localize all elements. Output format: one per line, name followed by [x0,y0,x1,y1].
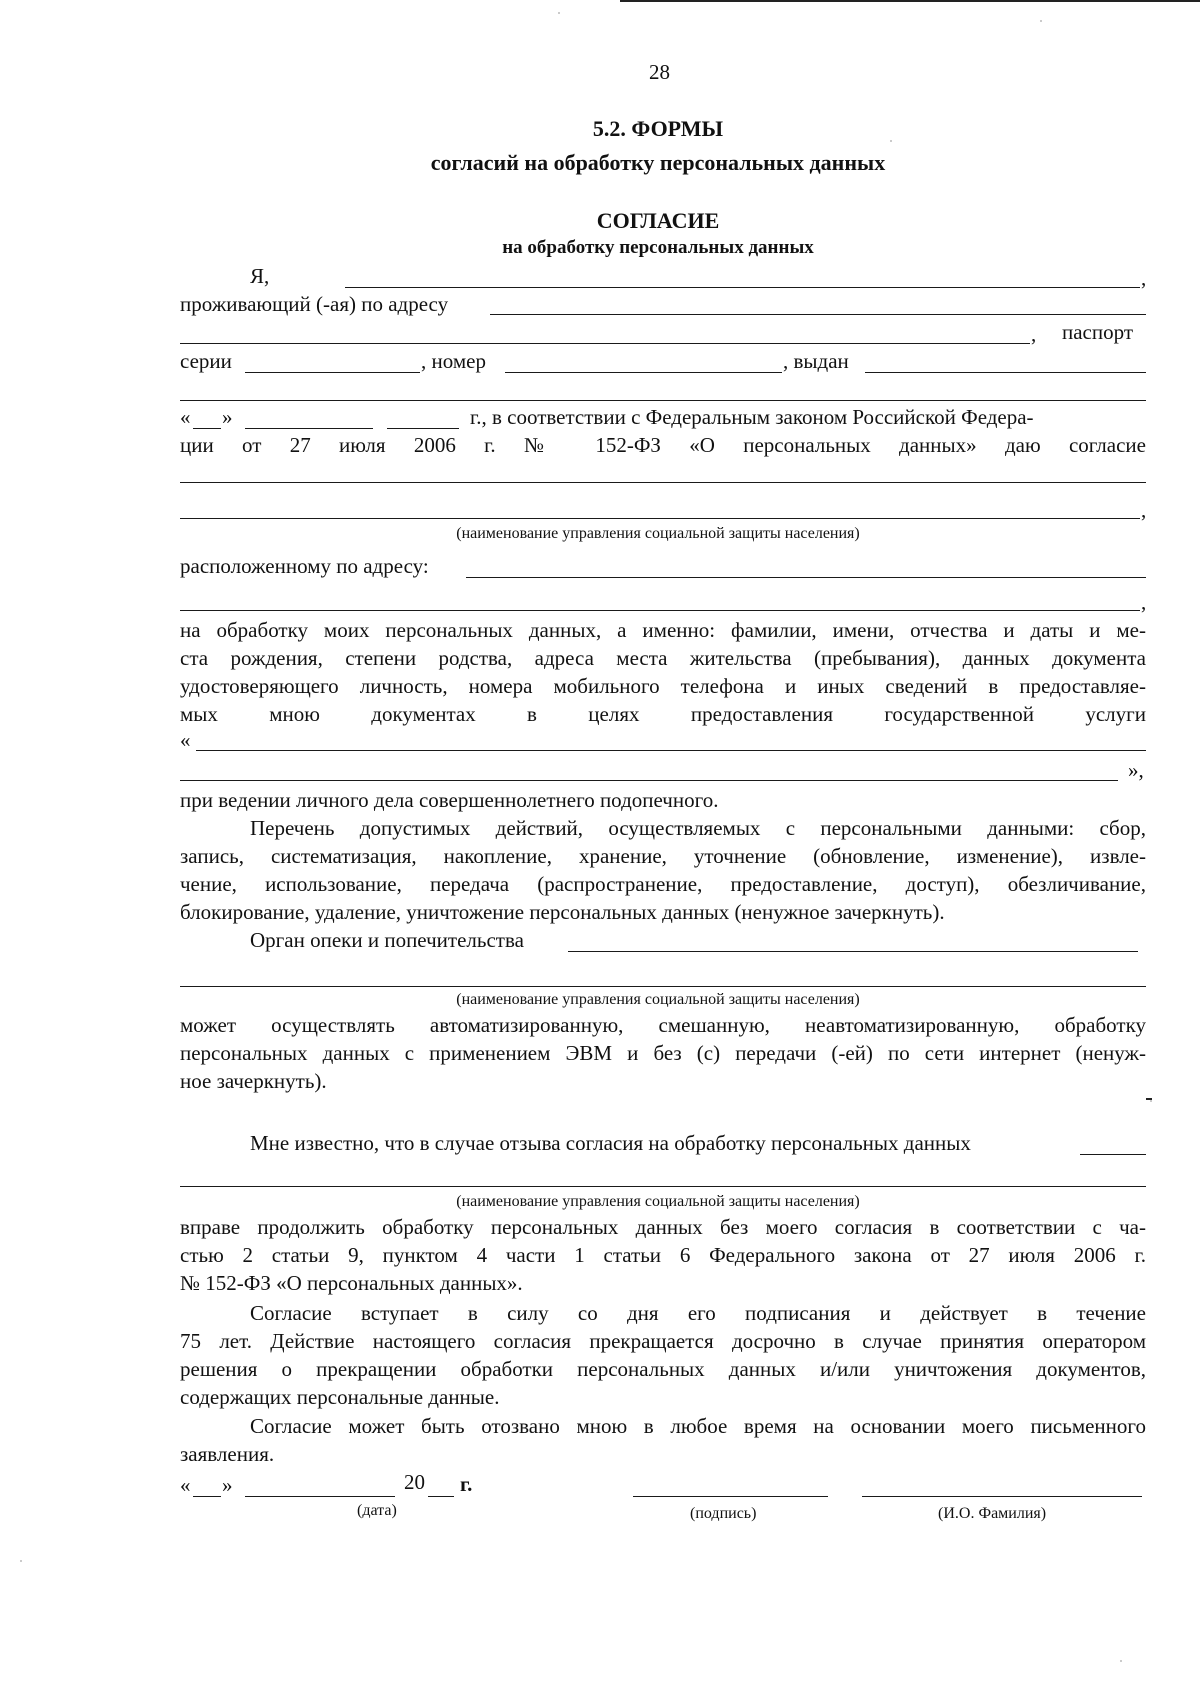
document-title: СОГЛАСИЕ [596,208,720,233]
authority-label: Орган опеки и попечительства [250,928,524,952]
office-name-line-2[interactable] [180,518,1140,519]
comma: , [1141,266,1147,290]
residing-label: проживающий (-ая) по адресу [180,292,449,316]
consent-line: ста рождения, степени родства, адреса места жительства (пребывания), данных документа [180,646,1146,670]
number-label: , номер [421,349,486,373]
year-suffix: г. [460,1472,473,1496]
full-name-line[interactable] [345,287,1140,288]
address-line-1[interactable] [490,314,1146,315]
sign-date-open-quote: « [180,1473,191,1497]
series-label: серии [180,349,232,373]
validity-line: Согласие вступает в силу со дня его подписания и действует в течение [250,1301,1146,1325]
validity-line: содержащих персональные данные. [180,1385,500,1409]
revoke-line-1[interactable] [1080,1154,1146,1155]
scan-speck [1120,1660,1122,1662]
year-prefix: 20 [404,1470,425,1494]
sign-date-close-quote: » [222,1473,233,1497]
issued-line-2[interactable] [180,400,1146,401]
office-name-line-1[interactable] [180,482,1146,483]
withdraw-line: Согласие может быть отозвано мною в любое время на основании моего письменного [250,1414,1146,1438]
authority-line-2[interactable] [180,986,1146,987]
scan-speck [1150,1100,1152,1102]
revoke-label: Мне известно, что в случае отзыва согласия на обработку персональных данных [250,1131,971,1155]
service-name-line-2[interactable] [180,780,1118,781]
processing-line: ное зачеркнуть). [180,1069,327,1093]
office-address-line-1[interactable] [466,577,1146,578]
document-subtitle: на обработку персональных данных [502,237,814,258]
scan-mark [1146,1098,1152,1100]
sign-year-line[interactable] [428,1496,454,1497]
caption-office: (наименование управления социальной защиты населения) [456,991,860,1008]
scan-speck [20,1560,22,1562]
scan-speck [890,140,892,142]
withdraw-line: заявления. [180,1442,275,1466]
consent-line: мых мною документах в целях предоставления государственной услуги [180,702,1146,726]
processing-line: может осуществлять автоматизированную, смешанную, неавтоматизированную, обработку [180,1013,1146,1037]
address-line-2[interactable] [180,343,1030,344]
number-line[interactable] [505,372,782,373]
actions-line: запись, систематизация, накопление, хранение, уточнение (обновление, изменение), извле- [180,844,1146,868]
consent-line: удостоверяющего личность, номера мобильного телефона и иных сведений в предоставляе- [180,674,1146,698]
law-text-line-2: ции от 27 июля 2006 г. № 152-ФЗ «О персональных данных» даю согласие [180,433,1146,457]
scan-speck [558,12,560,14]
page-edge [620,0,1200,2]
ya-label: Я, [250,264,270,288]
caption-office: (наименование управления социальной защиты населения) [456,525,860,542]
issued-label: , выдан [783,349,849,373]
date-month-line[interactable] [245,428,373,429]
comma: , [1141,498,1147,522]
sign-month-line[interactable] [245,1496,395,1497]
name-line[interactable] [862,1496,1142,1497]
actions-line: Перечень допустимых действий, осуществляемых с персональными данными: сбор, [250,816,1146,840]
service-open-quote: « [180,728,191,752]
validity-line: 75 лет. Действие настоящего согласия прекращается досрочно в случае принятия оператором [180,1329,1146,1353]
processing-line: персональных данных с применением ЭВМ и без (с) передачи (-ей) по сети интернет (ненуж- [180,1041,1146,1065]
rights-line: вправе продолжить обработку персональных данных без моего согласия в соответствии с ча- [180,1215,1146,1239]
actions-line: блокирование, удаление, уничтожение персональных данных (ненужное зачеркнуть). [180,900,945,924]
office-address-line-2[interactable] [180,610,1140,611]
date-year-line[interactable] [387,428,459,429]
date-open-quote: « [180,405,191,429]
scan-speck [1040,20,1042,22]
guardian-line: при ведении личного дела совершеннолетнего подопечного. [180,788,719,812]
actions-line: чение, использование, передача (распространение, предоставление, доступ), обезличивание, [180,872,1146,896]
date-day-line[interactable] [193,428,221,429]
passport-label: паспорт [1062,320,1134,344]
service-close-quote: », [1128,758,1144,782]
consent-line: на обработку моих персональных данных, а именно: фамилии, имени, отчества и даты и ме- [180,618,1146,642]
rights-line: стью 2 статьи 9, пунктом 4 части 1 статьи 6 Федерального закона от 27 июля 2006 г. [180,1243,1146,1267]
date-close-quote: » [222,405,233,429]
signature-line[interactable] [633,1496,828,1497]
service-name-line-1[interactable] [196,750,1146,751]
caption-date: (дата) [357,1502,397,1519]
section-subtitle: согласий на обработку персональных данных [430,150,886,175]
validity-line: решения о прекращении обработки персональных данных и/или уничтожения документов, [180,1357,1146,1381]
located-label: расположенному по адресу: [180,554,429,578]
comma: , [1031,322,1037,346]
rights-line: № 152-ФЗ «О персональных данных». [180,1271,523,1295]
comma: , [1141,590,1147,614]
law-text: г., в соответствии с Федеральным законом Российской Федера- [470,405,1034,429]
caption-signature: (подпись) [690,1505,757,1522]
caption-name: (И.О. Фамилия) [938,1505,1047,1522]
section-title: 5.2. ФОРМЫ [592,116,724,141]
issued-line[interactable] [865,372,1146,373]
sign-day-line[interactable] [193,1496,221,1497]
revoke-line-2[interactable] [180,1186,1146,1187]
series-line[interactable] [245,372,420,373]
page-number: 28 [649,60,670,84]
authority-line-1[interactable] [568,951,1138,952]
caption-office: (наименование управления социальной защиты населения) [456,1193,860,1210]
